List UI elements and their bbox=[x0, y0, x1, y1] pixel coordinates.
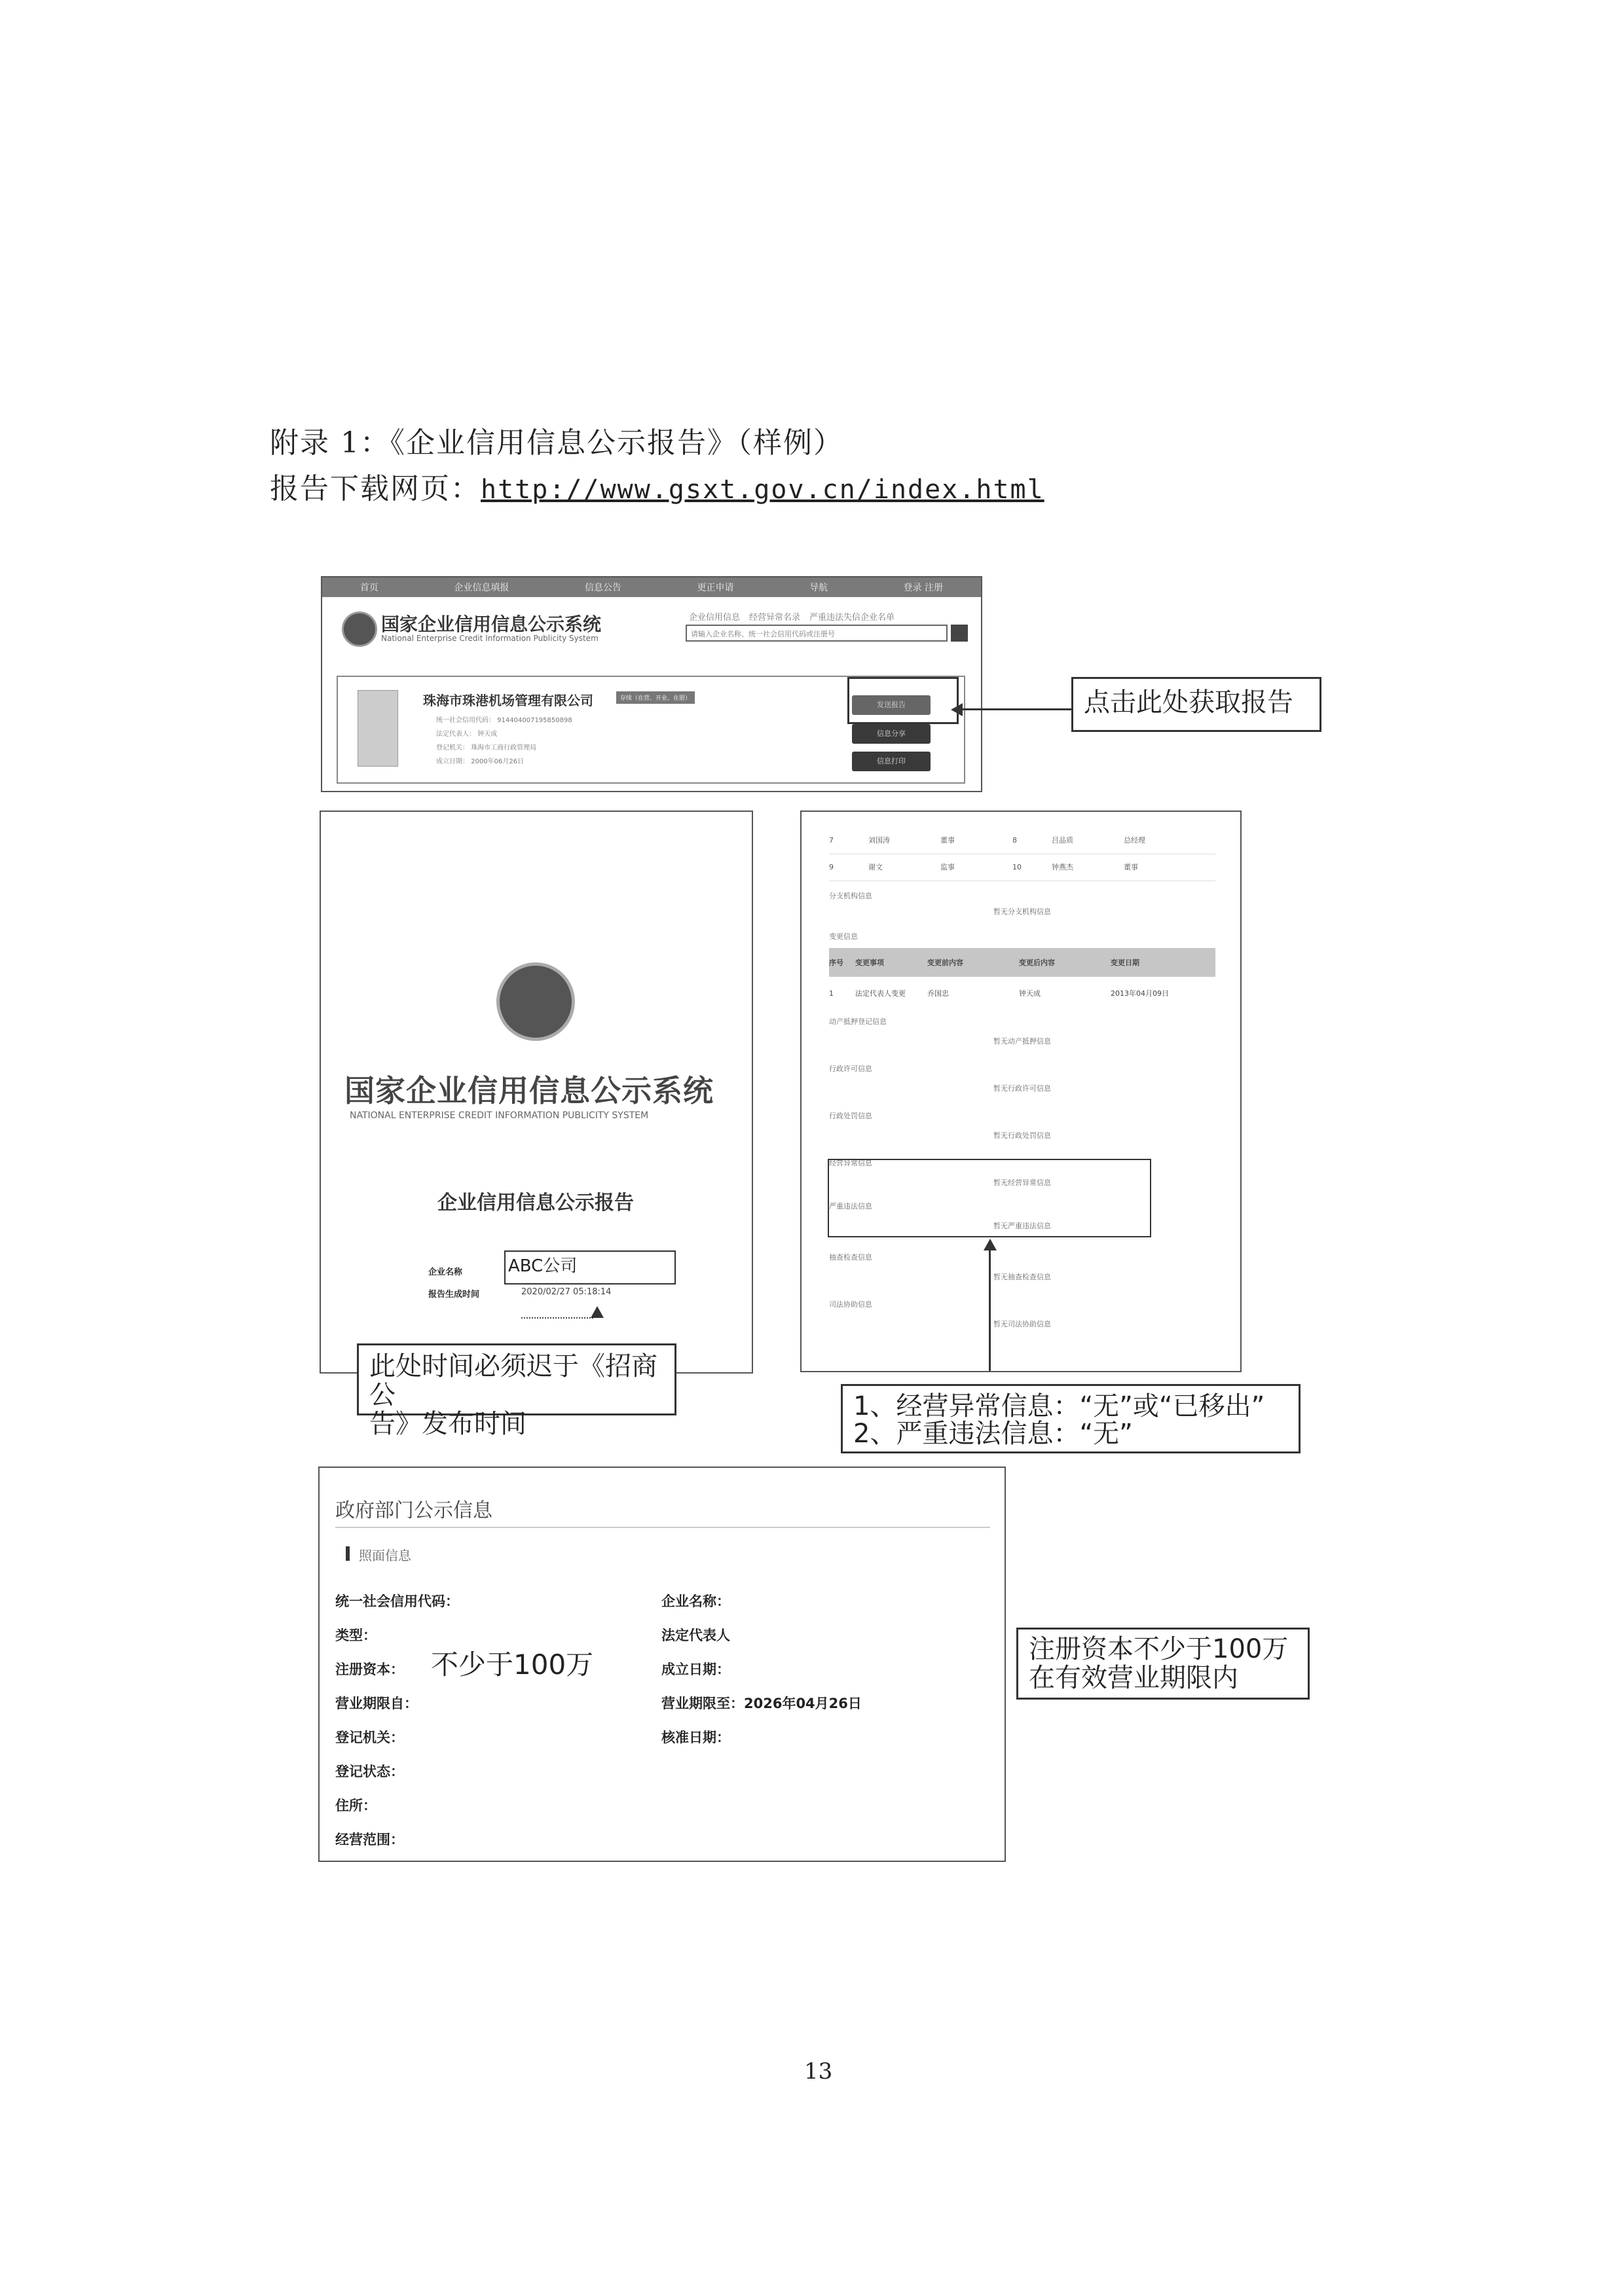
print-button[interactable]: 信息打印 bbox=[852, 752, 931, 771]
company-name-box: ABC公司 bbox=[504, 1250, 676, 1285]
field-label: 法定代表人 bbox=[661, 1628, 730, 1643]
section-judicial: 司法协助信息 暂无司法协助信息 bbox=[829, 1300, 1051, 1328]
top-link[interactable]: 企业信用信息 bbox=[689, 613, 741, 623]
change-row: 1 法定代表人变更 乔国忠 钟天成 2013年04月09日 bbox=[829, 989, 1169, 998]
detail-body bbox=[829, 828, 1215, 1339]
get-report-callout: 点击此处获取报告 bbox=[1071, 677, 1321, 732]
field-label: 类型： bbox=[335, 1628, 377, 1643]
search-input[interactable]: 请输入企业名称、统一社会信用代码或注册号 bbox=[686, 625, 948, 642]
field-label: 核准日期： bbox=[661, 1730, 730, 1745]
capital-callout bbox=[1016, 1628, 1310, 1700]
site-title: 国家企业信用信息公示系统 bbox=[381, 613, 602, 635]
status-badge: 存续（在营、开业、在册） bbox=[616, 691, 695, 704]
time-value: 2020/02/27 05:18:14 bbox=[521, 1287, 612, 1297]
highlight-box bbox=[847, 677, 959, 724]
field-label: 成立日期： bbox=[661, 1662, 730, 1677]
top-link[interactable]: 经营异常名录 bbox=[749, 613, 801, 623]
license-thumbnail bbox=[358, 690, 398, 767]
gov-info-panel bbox=[318, 1467, 1006, 1862]
appendix-title: 附录 1：《企业信用信息公示报告》（样例） bbox=[270, 426, 843, 460]
time-label: 报告生成时间 bbox=[428, 1290, 480, 1300]
abnormal-line: 1、经营异常信息：“无”或“已移出” bbox=[853, 1391, 1265, 1421]
site-navbar bbox=[322, 577, 981, 597]
download-page-line bbox=[270, 465, 1044, 507]
field-label: 注册资本： bbox=[335, 1662, 404, 1677]
site-screenshot bbox=[321, 576, 982, 792]
section-title: 照面信息 bbox=[359, 1548, 411, 1563]
dotted-underline bbox=[521, 1317, 593, 1319]
site-subtitle: National Enterprise Credit Information Publicity System bbox=[381, 634, 599, 643]
report-cover bbox=[320, 811, 753, 1374]
section-penalty: 行政处罚信息 暂无行政处罚信息 bbox=[829, 1112, 1051, 1140]
capital-note: 不少于100万 bbox=[431, 1649, 594, 1681]
capital-line: 注册资本不少于100万 bbox=[1029, 1634, 1289, 1664]
cover-subtitle: NATIONAL ENTERPRISE CREDIT INFORMATION PUBLICITY SYSTEM bbox=[350, 1110, 649, 1121]
nav-item[interactable]: 更正申请 bbox=[697, 583, 734, 593]
left-fields bbox=[335, 1584, 459, 1857]
field-label: 统一社会信用代码： bbox=[335, 1594, 459, 1609]
section-license: 行政许可信息 暂无行政许可信息 bbox=[829, 1065, 1051, 1093]
top-links bbox=[689, 610, 895, 623]
field-label: 经营范围： bbox=[335, 1832, 404, 1848]
section-change: 变更信息 序号 变更事项 变更前内容 变更后内容 变更日期 1 法定代表人变更 乔国忠 钟天成 2013年04月09日 bbox=[829, 927, 1215, 1010]
section-inspection: 抽查检查信息 暂无抽查检查信息 bbox=[829, 1253, 1051, 1281]
time-note-callout bbox=[357, 1343, 676, 1439]
company-name: 珠海市珠港机场管理有限公司 bbox=[423, 693, 593, 708]
title-divider bbox=[335, 1527, 990, 1528]
section-marker-icon bbox=[346, 1546, 350, 1561]
table-row: 9 谢文 监事 10 钟燕杰 董事 bbox=[829, 854, 1215, 881]
arrow-up-icon bbox=[591, 1306, 604, 1318]
field-label: 营业期限自： bbox=[335, 1696, 418, 1711]
highlight-box bbox=[828, 1159, 1151, 1237]
nav-item[interactable]: 企业信息填报 bbox=[454, 583, 509, 593]
download-url-link[interactable]: http://www.gsxt.gov.cn/index.html bbox=[481, 475, 1044, 505]
report-detail bbox=[800, 811, 1242, 1372]
right-fields bbox=[661, 1584, 862, 1755]
abnormal-callout bbox=[841, 1384, 1301, 1453]
company-field: 登记机关： 珠海市工商行政管理局 bbox=[436, 744, 537, 752]
company-field: 成立日期： 2000年06月26日 bbox=[436, 758, 525, 765]
download-page-label: 报告下载网页： bbox=[270, 472, 481, 505]
nav-item[interactable]: 导航 bbox=[809, 583, 828, 593]
section-branch: 分支机构信息 暂无分支机构信息 bbox=[829, 892, 1051, 916]
top-link[interactable]: 严重违法失信企业名单 bbox=[809, 613, 895, 623]
field-label: 营业期限至：2026年04月26日 bbox=[661, 1696, 862, 1711]
national-emblem-icon bbox=[342, 611, 377, 647]
section-illegal: 严重违法信息 暂无严重违法信息 bbox=[829, 1202, 1051, 1230]
connector-line bbox=[989, 1249, 991, 1372]
section-abnormal: 经营异常信息 暂无经营异常信息 bbox=[829, 1159, 1051, 1187]
nav-item[interactable]: 信息公告 bbox=[584, 583, 621, 593]
time-note-line: 告》发布时间 bbox=[369, 1409, 526, 1439]
change-header-row: 序号 变更事项 变更前内容 变更后内容 变更日期 bbox=[829, 948, 1215, 977]
company-field: 统一社会信用代码： 914404007195850898 bbox=[436, 717, 572, 724]
page-number: 13 bbox=[804, 2058, 833, 2085]
send-report-button[interactable]: 发送报告 bbox=[852, 695, 931, 715]
arrow-left-icon bbox=[951, 703, 963, 716]
cover-title: 国家企业信用信息公示系统 bbox=[344, 1073, 714, 1108]
field-label: 登记状态： bbox=[335, 1764, 404, 1779]
company-fields bbox=[436, 714, 572, 769]
section-mortgage: 动产抵押登记信息 暂无动产抵押信息 bbox=[829, 1017, 1051, 1046]
capital-line: 在有效营业期限内 bbox=[1029, 1663, 1238, 1693]
search-icon[interactable] bbox=[951, 625, 968, 642]
report-title: 企业信用信息公示报告 bbox=[437, 1192, 634, 1214]
share-button[interactable]: 信息分享 bbox=[852, 724, 931, 744]
company-field: 法定代表人： 钟天成 bbox=[436, 731, 498, 738]
time-note-line: 此处时间必须迟于《招商公 bbox=[369, 1351, 657, 1410]
abnormal-line: 2、严重违法信息：“无” bbox=[853, 1419, 1133, 1449]
table-row: 7 刘国涛 董事 8 吕品质 总经理 bbox=[829, 828, 1215, 854]
field-label: 登记机关： bbox=[335, 1730, 404, 1745]
connector-line bbox=[960, 708, 1071, 710]
national-emblem-icon bbox=[496, 962, 575, 1041]
field-label: 住所： bbox=[335, 1798, 377, 1813]
nav-item[interactable]: 登录 注册 bbox=[903, 583, 944, 593]
gov-info-title: 政府部门公示信息 bbox=[335, 1499, 492, 1522]
field-label: 企业名称： bbox=[661, 1594, 730, 1609]
name-label: 企业名称 bbox=[428, 1267, 463, 1277]
nav-item[interactable]: 首页 bbox=[360, 583, 378, 593]
